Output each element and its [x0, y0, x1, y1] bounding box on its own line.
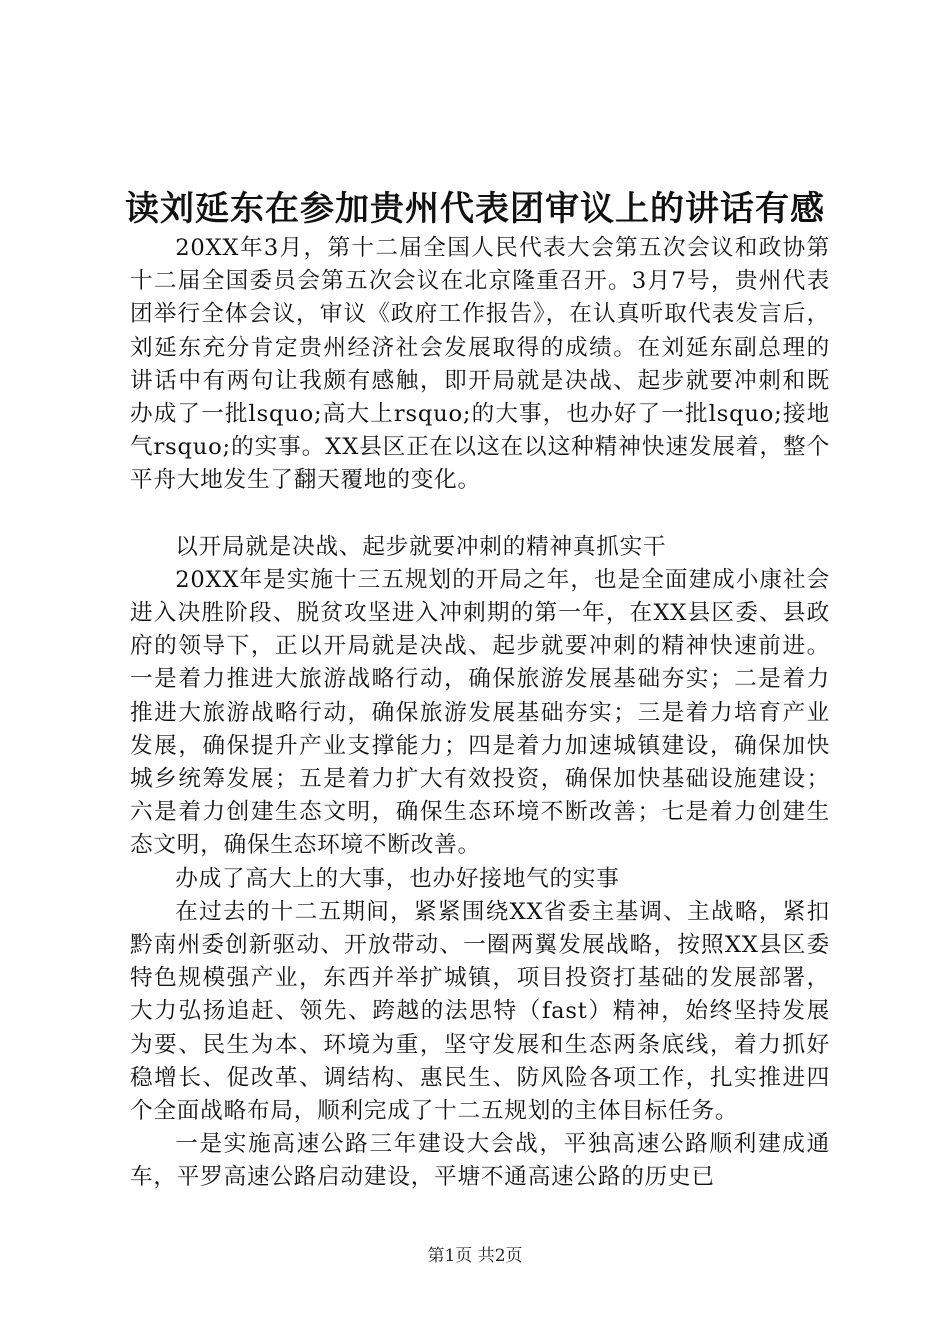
paragraph-section-2: 在过去的十二五期间，紧紧围绕XX省委主基调、主战略，紧扣黔南州委创新驱动、开放带动、一圈两翼发展战略，按照XX县区委特色规模强产业，东西并举扩城镇，项目投资打基础的发展部署，大力弘扬追赶、领先、跨越的法思特（fast）精神，始终坚持发展为要、民生为本、环境为重，坚守发展和生态两条底线，着力抓好稳增长、促改革、调结构、惠民生、防风险各项工作，扎实推进四个全面战略布局，顺利完成了十二五规划的主体目标任务。 [130, 898, 830, 1125]
section-heading-1: 以开局就是决战、起步就要冲刺的精神真抓实干 [175, 533, 667, 560]
document-title: 读刘延东在参加贵州代表团审议上的讲话有感 [125, 189, 825, 229]
page-number-footer: 第1页 共2页 [427, 1246, 523, 1266]
paragraph-intro: 20XX年3月，第十二届全国人民代表大会第五次会议和政协第十二届全国委员会第五次会议在北京隆重召开。3月7号，贵州代表团举行全体会议，审议《政府工作报告》，在认真听取代表发言后，刘延东充分肯定贵州经济社会发展取得的成绩。在刘延东副总理的讲话中有两句让我颇有感触，即开局就是决战、起步就要冲刺和既办成了一批lsquo;高大上rsquo;的大事，也办好了一批lsquo;接地气rsquo;的实事。XX县区正在以这在以这种精神快速发展着，整个平舟大地发生了翻天覆地的变化。 [130, 235, 830, 494]
document-body [130, 232, 830, 1195]
section-heading-2: 办成了高大上的大事，也办好接地气的实事 [175, 865, 620, 892]
paragraph-section-1: 20XX年是实施十三五规划的开局之年，也是全面建成小康社会进入决胜阶段、脱贫攻坚进入冲刺期的第一年，在XX县区委、县政府的领导下，正以开局就是决战、起步就要冲刺的精神快速前进。一是着力推进大旅游战略行动，确保旅游发展基础夯实；二是着力推进大旅游战略行动，确保旅游发展基础夯实；三是着力培育产业发展，确保提升产业支撑能力；四是着力加速城镇建设，确保加快城乡统筹发展；五是着力扩大有效投资，确保加快基础设施建设；六是着力创建生态文明，确保生态环境不断改善；七是着力创建生态文明，确保生态环境不断改善。 [130, 566, 830, 859]
paragraph-section-2-item-1: 一是实施高速公路三年建设大会战，平独高速公路顺利建成通车，平罗高速公路启动建设，平塘不通高速公路的历史已 [130, 1131, 830, 1191]
